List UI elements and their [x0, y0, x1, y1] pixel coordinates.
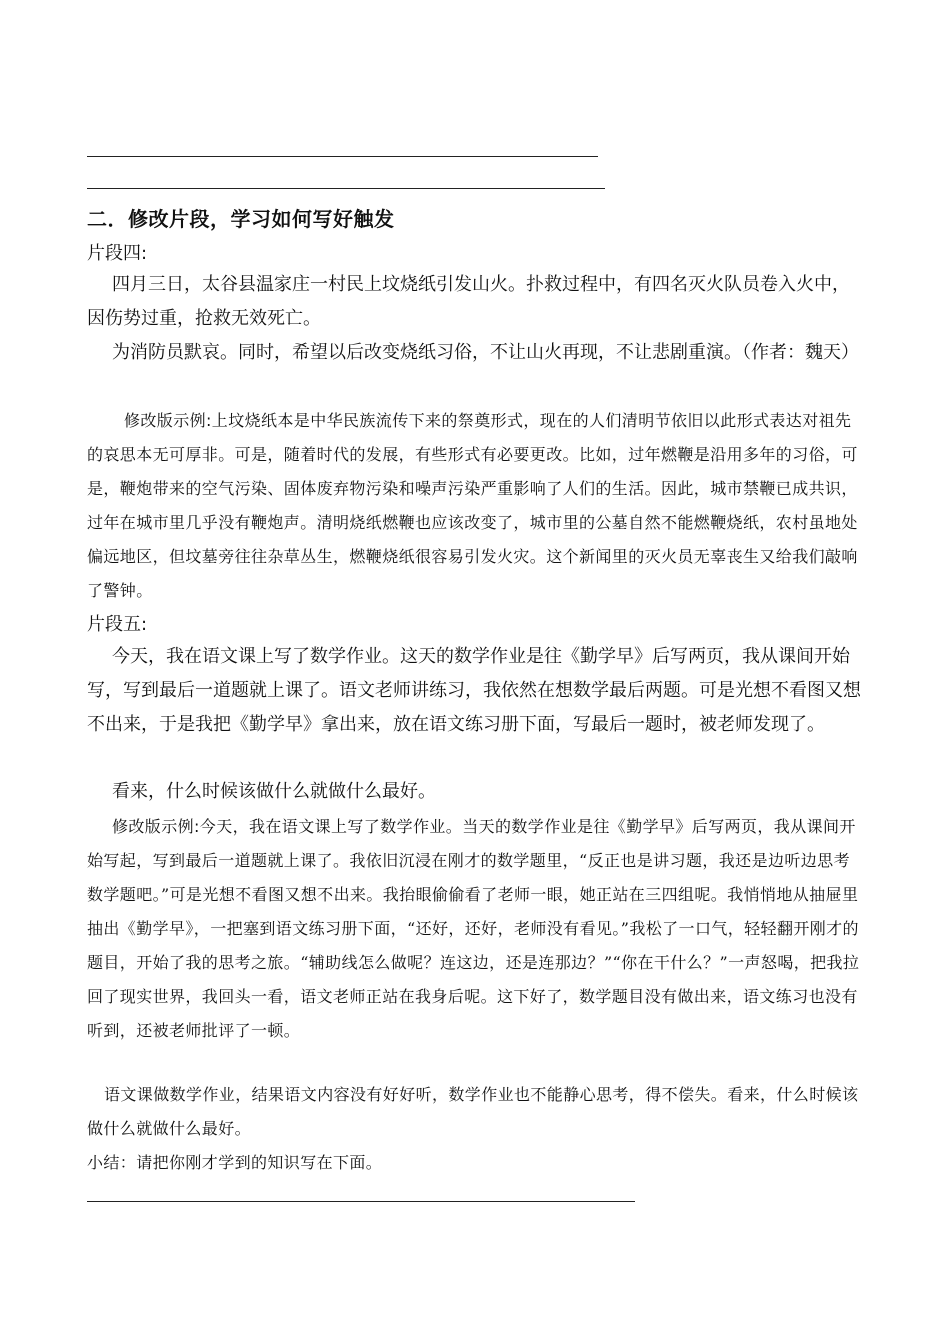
fragment-5-example — [87, 810, 862, 1048]
fragment-5-paragraph-1: 今天，我在语文课上写了数学作业。这天的数学作业是往《勤学早》后写两页，我从课间开始写，写到最后一道题就上课了。语文老师讲练习，我依然在想数学最后两题。可是光想不看图又想不出来，于是我把《勤学早》拿出来，放在语文练习册下面，写最后一题时，被老师发现了。 — [87, 646, 861, 735]
summary-prompt: 小结：请把你刚才学到的知识写在下面。 — [87, 1153, 383, 1172]
answer-line-1 — [87, 156, 598, 157]
answer-line-2 — [87, 188, 605, 189]
fragment-5-label: 片段五: — [87, 614, 148, 635]
fragment-4-example-lead: 修改版示例: — [124, 411, 212, 430]
fragment-4-example-text: 上坟烧纸本是中华民族流传下来的祭奠形式，现在的人们清明节依旧以此形式表达对祖先的哀思本无可厚非。可是，随着时代的发展，有些形式有必要更改。比如，过年燃鞭是沿用多年的习俗，可是，鞭炮带来的空气污染、固体废弃物污染和噪声污染严重影响了人们的生活。因此，城市禁鞭已成共识，过年在城市里几乎没有鞭炮声。清明烧纸燃鞭也应该改变了，城市里的公墓自然不能燃鞭烧纸，农村虽地处偏远地区，但坟墓旁往往杂草丛生，燃鞭烧纸很容易引发火灾。这个新闻里的灭火员无辜丧生又给我们敲响了警钟。 — [87, 411, 858, 600]
fragment-4-example — [87, 404, 862, 608]
fragment-4-label: 片段四: — [87, 243, 148, 264]
fragment-4-paragraph-1: 四月三日，太谷县温家庄一村民上坟烧纸引发山火。扑救过程中，有四名灭火队员卷入火中，因伤势过重，抢救无效死亡。 — [87, 274, 850, 329]
fragment-5-example-conclusion: 语文课做数学作业，结果语文内容没有好好听，数学作业也不能静心思考，得不偿失。看来，什么时候该做什么就做什么最好。 — [87, 1085, 859, 1138]
summary-answer-line[interactable] — [87, 1201, 635, 1202]
fragment-5-example-lead: 修改版示例: — [112, 817, 200, 836]
fragment-4-paragraph-2: 为消防员默哀。同时，希望以后改变烧纸习俗，不让山火再现，不让悲剧重演。（作者：魏天） — [112, 342, 859, 363]
fragment-5-paragraph-2: 看来，什么时候该做什么就做什么最好。 — [112, 781, 436, 802]
fragment-5-example-text: 今天，我在语文课上写了数学作业。当天的数学作业是往《勤学早》后写两页，我从课间开始写起，写到最后一道题就上课了。我依旧沉浸在刚才的数学题里，“反正也是讲习题，我还是边听边思考数学题吧。”可是光想不看图又想不出来。我抬眼偷偷看了老师一眼，她正站在三四组呢。我悄悄地从抽屉里抽出《勤学早》，一把塞到语文练习册下面，“还好，还好，老师没有看见。”我松了一口气，轻轻翻开刚才的题目，开始了我的思考之旅。“辅助线怎么做呢？连这边，还是连那边？”“你在干什么？”一声怒喝，把我拉回了现实世界，我回头一看，语文老师正站在我身后呢。这下好了，数学题目没有做出来，语文练习也没有听到，还被老师批评了一顿。 — [87, 817, 860, 1040]
section-title: 二．修改片段，学习如何写好触发 — [87, 207, 395, 231]
